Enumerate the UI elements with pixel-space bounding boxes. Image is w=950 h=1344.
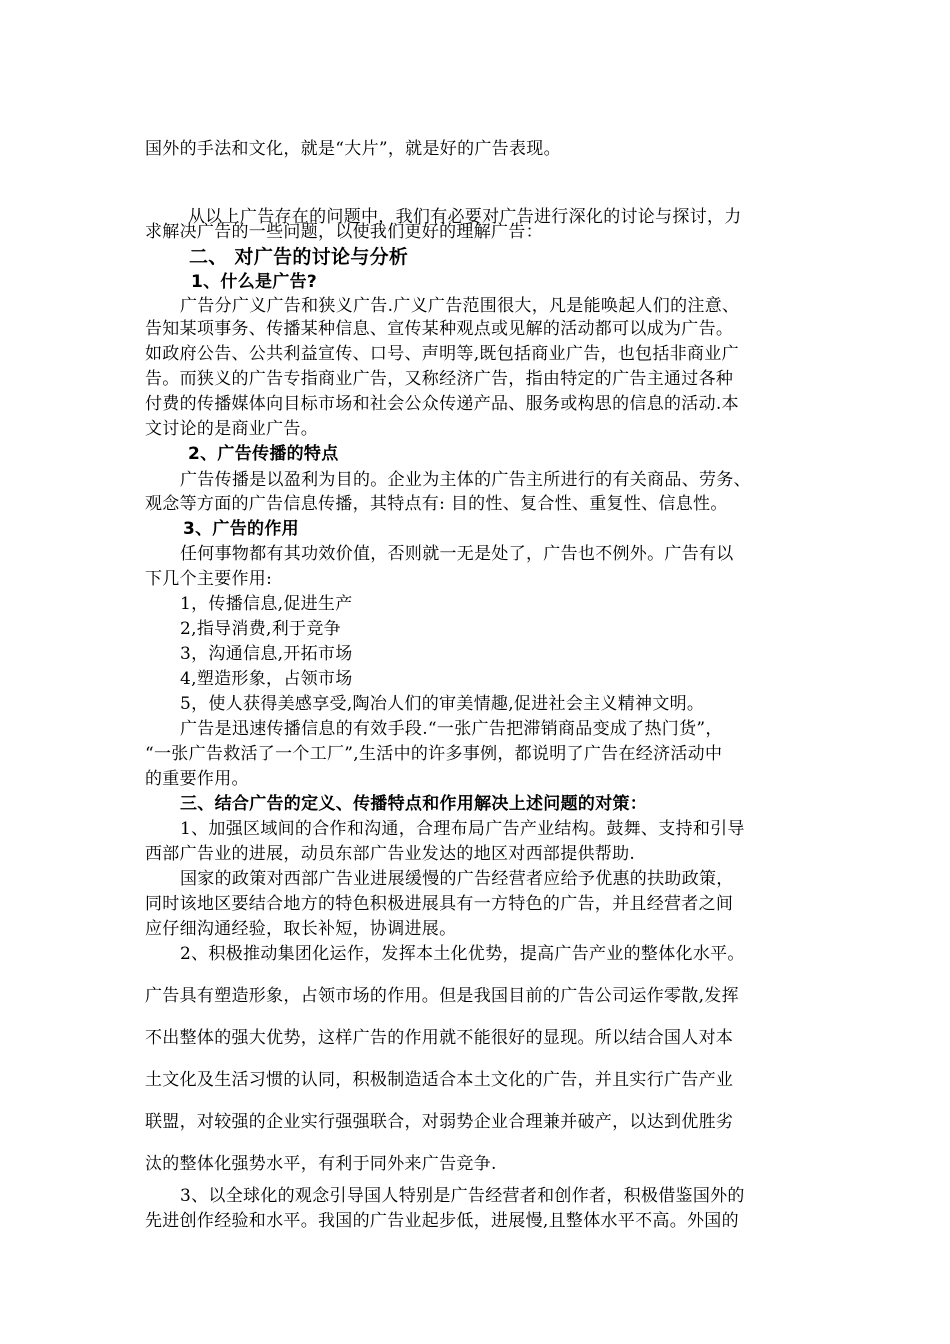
subsection-heading: 3、广告的作用 <box>183 519 299 539</box>
paragraph-line: 国家的政策对西部广告业进展缓慢的广告经营者应给予优惠的扶助政策， <box>180 869 734 889</box>
paragraph-line: 任何事物都有其功效价值，否则就一无是处了，广告也不例外。广告有以 <box>180 544 734 564</box>
paragraph-line: 同时该地区要结合地方的特色积极进展具有一方特色的广告，并且经营者之间 <box>145 894 734 914</box>
paragraph-line: 的重要作用。 <box>145 769 249 789</box>
paragraph-line: 3、以全球化的观念引导国人特别是广告经营者和创作者，积极借鉴国外的 <box>180 1186 745 1206</box>
paragraph-line: 广告是迅速传播信息的有效手段.“一张广告把滞销商品变成了热门货”， <box>180 719 723 739</box>
paragraph-line: 广告传播是以盈利为目的。企业为主体的广告主所进行的有关商品、劳务、 <box>180 470 751 490</box>
paragraph-line: 告。而狭义的广告专指商业广告，又称经济广告，指由特定的广告主通过各种 <box>145 369 734 389</box>
section-heading: 二、 对广告的讨论与分析 <box>189 246 409 268</box>
paragraph-line: 观念等方面的广告信息传播，其特点有: 目的性、复合性、重复性、信息性。 <box>145 494 728 514</box>
paragraph-line: 2、积极推动集团化运作，发挥本土化优势，提高广告产业的整体化水平。 <box>180 944 745 964</box>
paragraph-line: 文讨论的是商业广告。 <box>145 419 318 439</box>
list-item: 3，沟通信息,开拓市场 <box>180 644 353 664</box>
paragraph-line: 如政府公告、公共利益宣传、口号、声明等,既包括商业广告，也包括非商业广 <box>145 344 739 364</box>
paragraph-line: 广告具有塑造形象，占领市场的作用。但是我国目前的广告公司运作零散,发挥 <box>145 986 739 1006</box>
paragraph-line: 付费的传播媒体向目标市场和社会公众传递产品、服务或构思的信息的活动.本 <box>145 394 739 414</box>
paragraph-line: 不出整体的强大优势，这样广告的作用就不能很好的显现。所以结合国人对本 <box>145 1028 734 1048</box>
paragraph-line: 广告分广义广告和狭义广告.广义广告范围很大，凡是能唤起人们的注意、 <box>180 296 740 316</box>
subsection-heading: 2、广告传播的特点 <box>188 444 339 464</box>
paragraph-line: “一张广告救活了一个工厂”,生活中的许多事例，都说明了广告在经济活动中 <box>145 744 723 764</box>
paragraph-line: 国外的手法和文化，就是“大片”，就是好的广告表现。 <box>145 139 561 159</box>
paragraph-line: 西部广告业的进展，动员东部广告业发达的地区对西部提供帮助. <box>145 844 636 864</box>
paragraph-line: 从以上广告存在的问题中，我们有必要对广告进行深化的讨论与探讨，力 <box>188 207 742 227</box>
paragraph-line: 下几个主要作用: <box>145 569 273 589</box>
paragraph-line: 联盟，对较强的企业实行强强联合，对弱势企业合理兼并破产，以达到优胜劣 <box>145 1112 734 1132</box>
section-heading: 三、结合广告的定义、传播特点和作用解决上述问题的对策： <box>180 794 648 814</box>
list-item: 1，传播信息,促进生产 <box>180 594 353 614</box>
subsection-heading: 1、什么是广告? <box>191 272 318 292</box>
list-item: 4,塑造形象，占领市场 <box>180 669 353 689</box>
paragraph-line: 汰的整体化强势水平，有利于同外来广告竞争. <box>145 1154 497 1174</box>
paragraph-line: 告知某项事务、传播某种信息、宣传某种观点或见解的活动都可以成为广告。 <box>145 319 734 339</box>
paragraph-line: 先进创作经验和水平。我国的广告业起步低，进展慢,且整体水平不高。外国的 <box>145 1211 739 1231</box>
paragraph-line: 1、加强区域间的合作和沟通，合理布局广告产业结构。鼓舞、支持和引导 <box>180 819 745 839</box>
paragraph-line: 求解决广告的一些问题，以使我们更好的理解广告： <box>145 222 543 242</box>
list-item: 5，使人获得美感享受,陶冶人们的审美情趣,促进社会主义精神文明。 <box>180 694 705 714</box>
list-item: 2,指导消费,利于竞争 <box>180 619 341 639</box>
paragraph-line: 应仔细沟通经验，取长补短，协调进展。 <box>145 919 457 939</box>
paragraph-line: 土文化及生活习惯的认同，积极制造适合本土文化的广告，并且实行广告产业 <box>145 1070 734 1090</box>
